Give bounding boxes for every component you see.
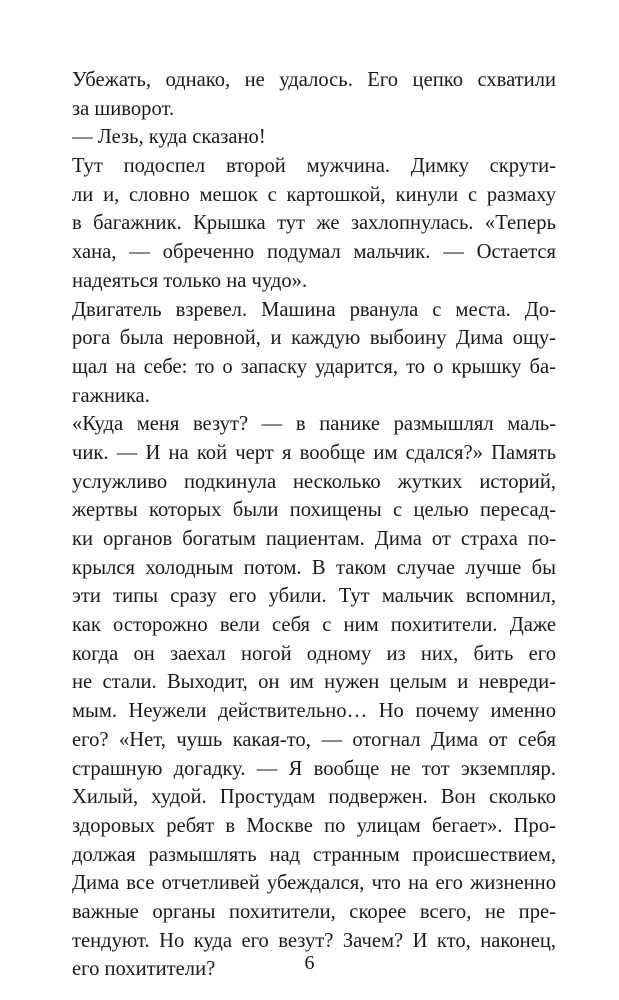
text-line: его похитители?: [72, 958, 216, 981]
text-line: здоровых ребят в Москве по улицам бегает». Про-: [72, 814, 556, 837]
text-line: «Куда меня везут? — в панике размышлял маль-: [72, 413, 556, 436]
text-line: не стали. Выходит, он им нужен целым и невреди-: [72, 671, 556, 694]
text-line: в багажник. Крышка тут же захлопнулась. «Теперь: [72, 212, 556, 235]
text-line: как осторожно вели себя с ним похитители. Даже: [72, 614, 556, 637]
text-line: — Лезь, куда сказано!: [72, 126, 266, 149]
text-line: ли и, словно мешок с картошкой, кинули с размаху: [72, 183, 556, 206]
text-line: крылся холодным потом. В таком случае лучше бы: [72, 556, 556, 579]
text-line: рога была неровной, и каждую выбоину Дима ощу-: [72, 327, 556, 350]
text-line: когда он заехал ногой одному из них, бить его: [72, 642, 556, 665]
text-line: Дима все отчетливей убеждался, что на его жизненно: [72, 872, 556, 895]
text-line: важные органы похитители, скорее всего, не пре-: [72, 900, 556, 923]
text-line: ки органов богатым пациентам. Дима от страха по-: [72, 528, 556, 550]
text-line: за шиворот.: [72, 97, 175, 120]
text-line: щал на себе: то о запаску ударится, то о крышку ба-: [72, 355, 556, 378]
text-line: Хилый, худой. Простудам подвержен. Вон сколько: [72, 786, 556, 809]
text-line: Тут подоспел второй мужчина. Димку скрути-: [72, 155, 556, 178]
text-line: хана, — обреченно подумал мальчик. — Остается: [72, 241, 556, 264]
page-number: 6: [304, 952, 315, 974]
text-line: услужливо подкинула несколько жутких историй,: [72, 470, 556, 493]
text-line: его? «Нет, чушь какая-то, — отогнал Дима от себя: [72, 728, 556, 751]
text-line: надеяться только на чудо».: [72, 269, 308, 292]
text-line: гажника.: [72, 384, 150, 407]
text-line: тендуют. Но куда его везут? Зачем? И кто, наконец,: [72, 929, 556, 952]
page-text: [72, 66, 556, 984]
text-line: эти типы сразу его убили. Тут мальчик вспомнил,: [72, 585, 556, 608]
text-line: должая размышлять над странным происшествием,: [72, 843, 556, 866]
text-line: чик. — И на кой черт я вообще им сдался?» Память: [72, 441, 556, 464]
text-line: Убежать, однако, не удалось. Его цепко схватили: [72, 69, 556, 91]
text-line: жертвы которых были похищены с целью пересад-: [72, 499, 556, 522]
text-line: мым. Неужели действительно… Но почему именно: [72, 700, 556, 723]
text-line: страшную догадку. — Я вообще не тот экземпляр.: [72, 757, 556, 780]
text-line: Двигатель взревел. Машина рванула с места. До-: [72, 298, 556, 321]
